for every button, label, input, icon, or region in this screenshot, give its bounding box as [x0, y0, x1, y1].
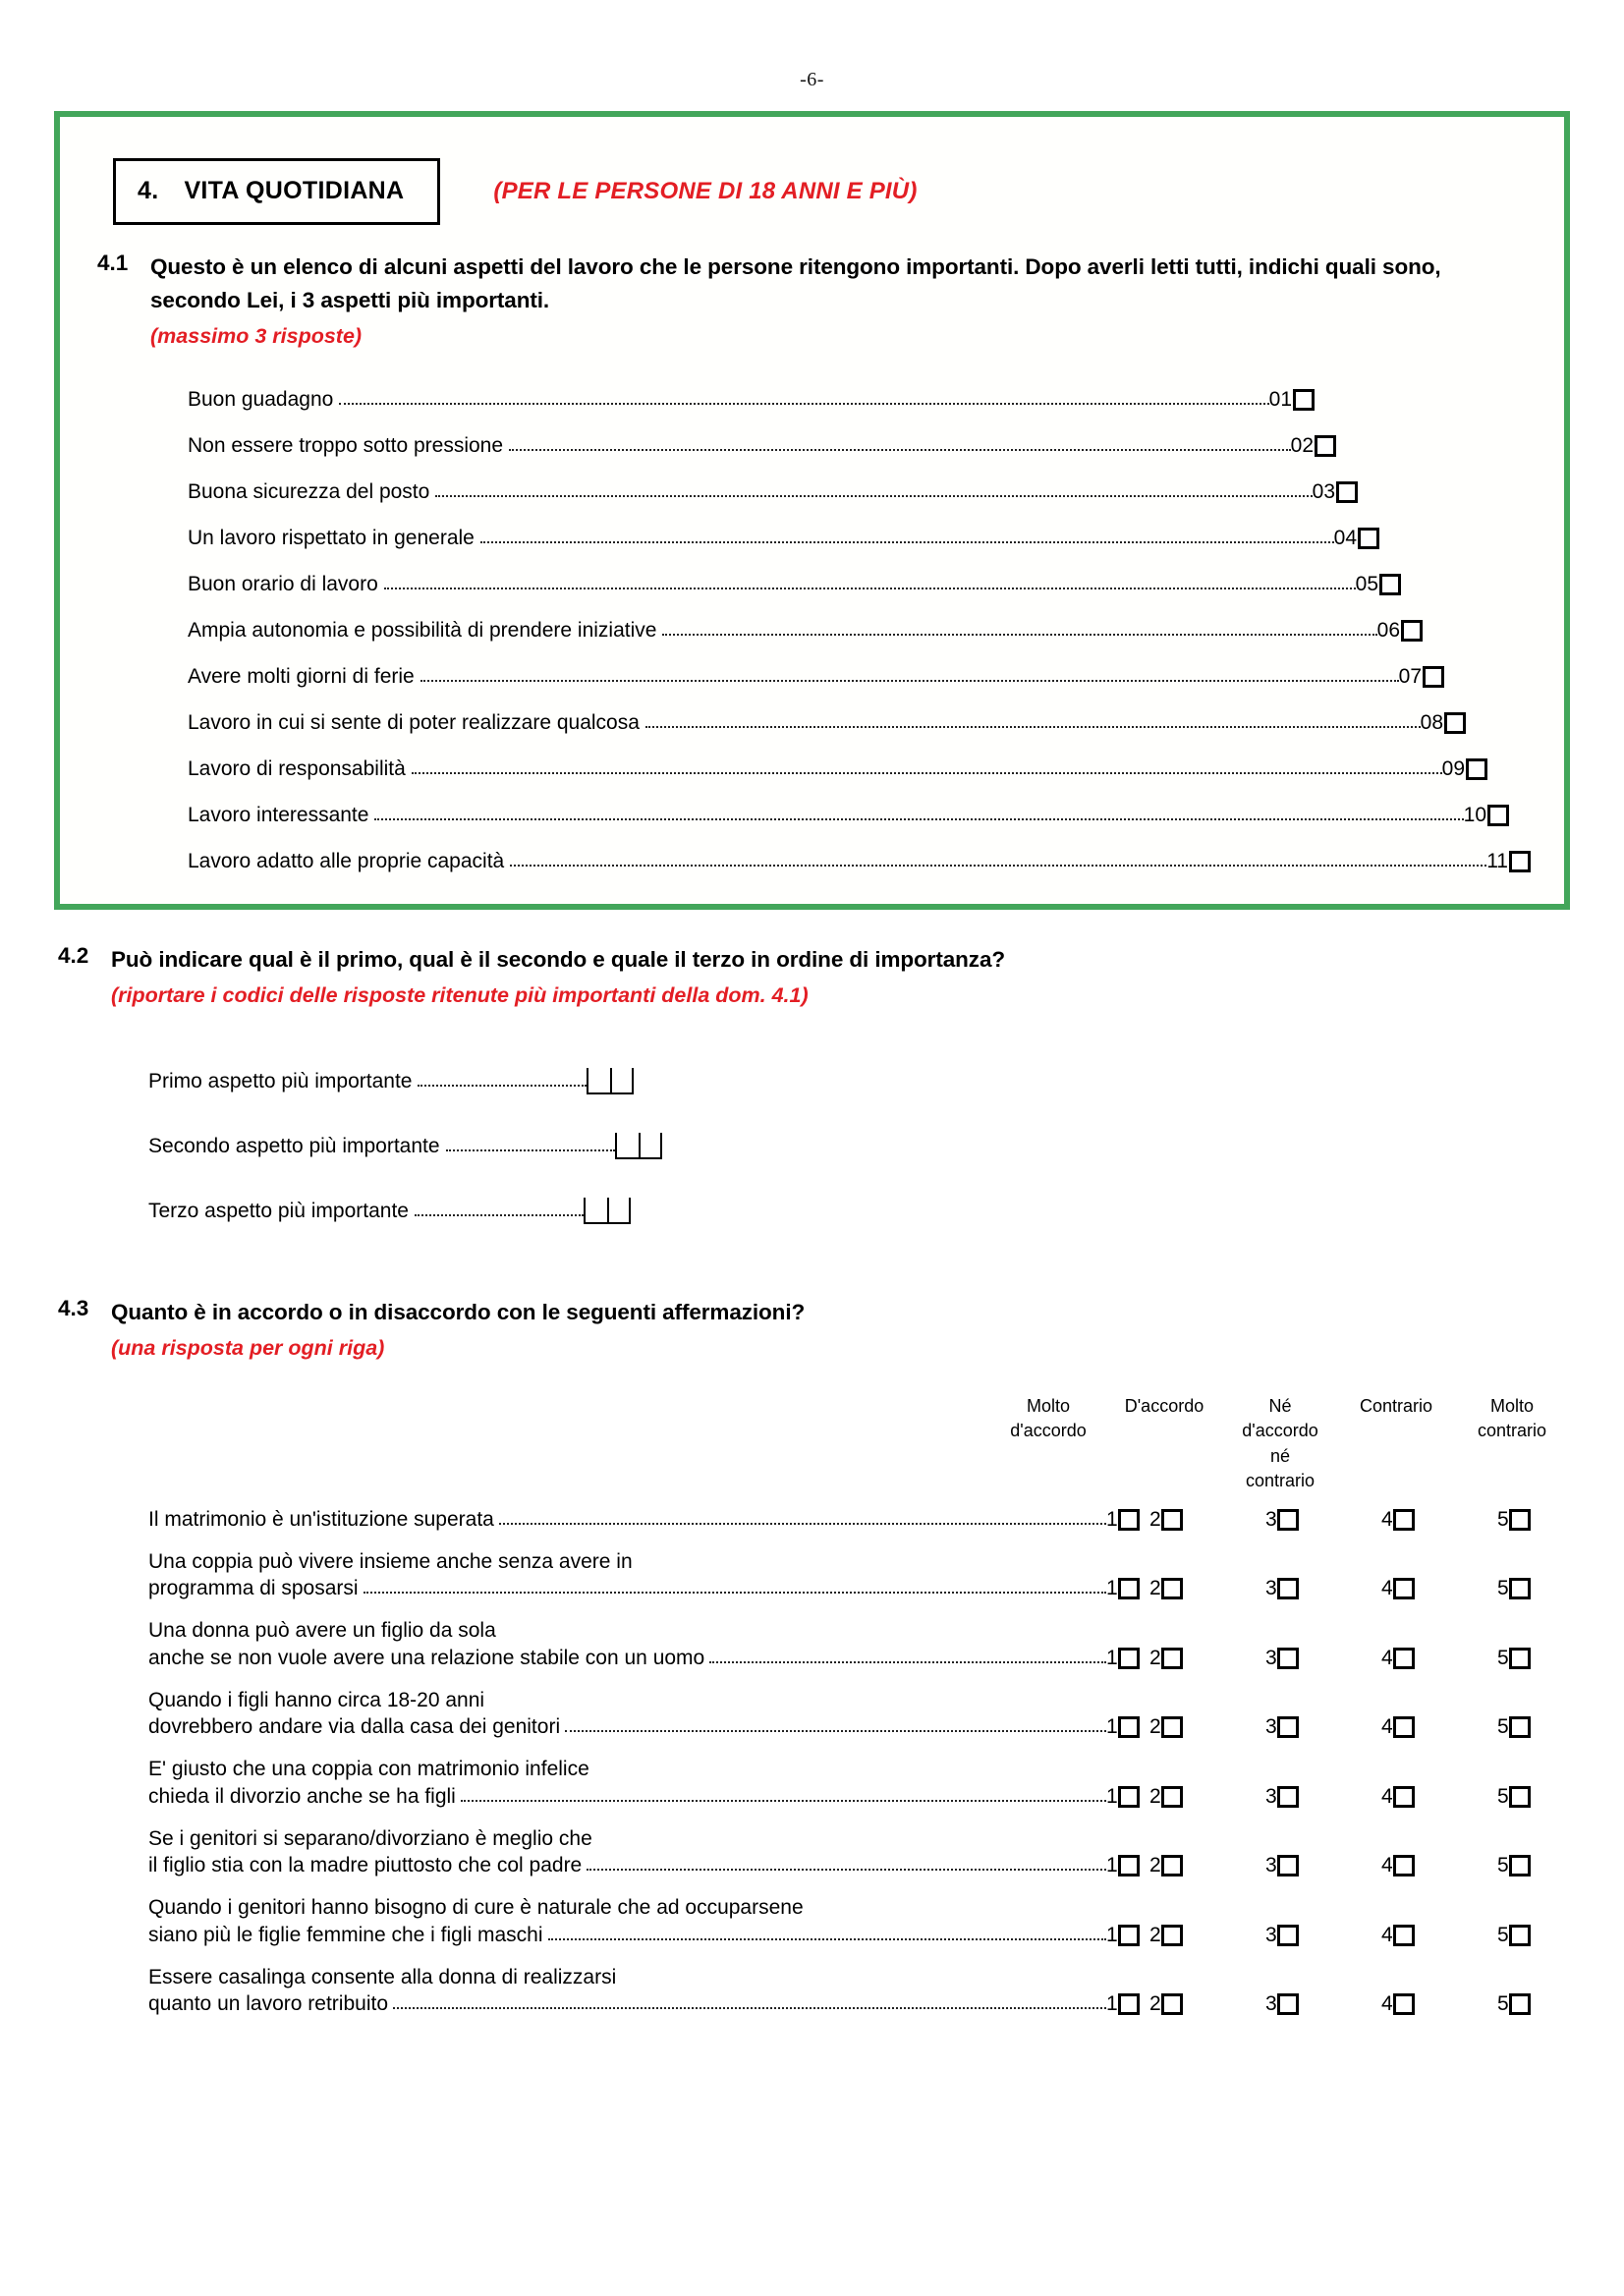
matrix-row [111, 1685, 1570, 1741]
matrix-response-code: 1 [1106, 1577, 1118, 1600]
matrix-response-code: 3 [1265, 1577, 1277, 1600]
matrix-response-code: 5 [1497, 1507, 1509, 1531]
code-entry-box[interactable] [615, 1133, 662, 1159]
question-4-1 [93, 251, 1531, 874]
matrix-response-checkbox[interactable] [1393, 1509, 1415, 1531]
question-4-2-text: Può indicare qual è il primo, qual è il secondo e quale il terzo in ordine di importanza? [111, 946, 1005, 972]
matrix-statement-text: anche se non vuole avere una relazione stabile con un uomo [148, 1646, 705, 1669]
option-row [188, 366, 1531, 413]
matrix-response-checkbox[interactable] [1277, 1648, 1299, 1669]
option-checkbox[interactable] [1315, 435, 1336, 457]
matrix-row [111, 1962, 1570, 2018]
leader-dots [509, 449, 1291, 451]
matrix-response-cells [1106, 1508, 1570, 1533]
option-label: Un lavoro rispettato in generale [188, 526, 475, 549]
option-code: 05 [1355, 572, 1378, 595]
option-checkbox[interactable] [1423, 666, 1444, 688]
option-checkbox[interactable] [1401, 620, 1423, 642]
rank-row [148, 1097, 1570, 1162]
option-label: Lavoro adatto alle proprie capacità [188, 849, 505, 872]
leader-dots [645, 726, 1421, 728]
matrix-response-cell[interactable] [1454, 1992, 1570, 2017]
option-checkbox[interactable] [1358, 528, 1379, 549]
matrix-response-checkbox[interactable] [1393, 1993, 1415, 2015]
leader-dots [364, 1592, 1106, 1594]
matrix-statement-line-2 [148, 1854, 1106, 1878]
option-code: 11 [1486, 849, 1508, 872]
option-checkbox[interactable] [1293, 389, 1315, 411]
rank-row [148, 1033, 1570, 1097]
matrix-response-code: 2 [1149, 1507, 1161, 1531]
matrix-row [111, 1615, 1570, 1671]
rank-row [148, 1162, 1570, 1227]
matrix-response-checkbox[interactable] [1161, 1648, 1183, 1669]
leader-dots [412, 772, 1442, 774]
matrix-response-cell[interactable] [1106, 1577, 1222, 1601]
option-code: 04 [1333, 526, 1357, 549]
option-label: Buon orario di lavoro [188, 572, 378, 595]
matrix-response-code: 1 [1106, 1992, 1118, 2016]
matrix-response-cells [1106, 1577, 1570, 1601]
matrix-response-code: 4 [1381, 1507, 1393, 1531]
matrix-response-code: 4 [1381, 1854, 1393, 1877]
question-4-3-number: 4.3 [58, 1296, 89, 1321]
matrix-statement-line-1: E' giusto che una coppia con matrimonio infelice [148, 1758, 589, 1781]
matrix-response-cells [1106, 1715, 1570, 1740]
matrix-response-cell[interactable] [1222, 1508, 1338, 1533]
matrix-statement-text: siano più le figlie femmine che i figli maschi [148, 1923, 543, 1946]
matrix-statement-text: Il matrimonio è un'istituzione superata [148, 1507, 494, 1531]
matrix-response-code: 5 [1497, 1992, 1509, 2016]
matrix-response-code: 2 [1149, 1992, 1161, 2016]
matrix-response-checkbox[interactable] [1393, 1855, 1415, 1876]
matrix-response-cell[interactable] [1222, 1785, 1338, 1810]
matrix-column-header [1222, 1394, 1338, 1494]
leader-dots [480, 541, 1334, 543]
section-title-box [113, 158, 440, 225]
agreement-matrix-rows [111, 1508, 1570, 2018]
leader-dots [662, 634, 1376, 636]
question-4-3-text: Quanto è in accordo o in disaccordo con le seguenti affermazioni? [111, 1300, 806, 1325]
matrix-statement-line-2 [148, 1924, 1106, 1948]
matrix-response-checkbox[interactable] [1509, 1509, 1531, 1531]
option-checkbox[interactable] [1509, 851, 1531, 872]
matrix-response-checkbox[interactable] [1509, 1925, 1531, 1946]
matrix-response-checkbox[interactable] [1393, 1786, 1415, 1808]
matrix-response-cell[interactable] [1106, 1785, 1222, 1810]
matrix-response-code: 3 [1265, 1646, 1277, 1669]
matrix-response-cell[interactable] [1338, 1854, 1454, 1878]
matrix-response-code: 2 [1149, 1784, 1161, 1808]
matrix-response-code: 3 [1265, 1854, 1277, 1877]
matrix-column-header [1338, 1394, 1454, 1420]
leader-dots [435, 495, 1312, 497]
matrix-response-cells [1106, 1854, 1570, 1878]
matrix-response-code: 5 [1497, 1646, 1509, 1669]
matrix-column-header-line: d'accordo [1242, 1421, 1318, 1441]
matrix-response-checkbox[interactable] [1277, 1855, 1299, 1876]
matrix-statement-line-2 [148, 1715, 1106, 1740]
matrix-response-cell[interactable] [1454, 1508, 1570, 1533]
option-label: Ampia autonomia e possibilità di prendere iniziative [188, 618, 657, 642]
option-checkbox[interactable] [1336, 481, 1358, 503]
option-label: Lavoro interessante [188, 803, 369, 826]
code-entry-cell[interactable] [584, 1198, 607, 1224]
matrix-column-header-line: Molto [1026, 1395, 1070, 1416]
matrix-statement-line-2 [148, 1992, 1106, 2017]
matrix-statement-line-2 [148, 1647, 1106, 1671]
matrix-column-header-line: Contrario [1359, 1395, 1433, 1416]
matrix-statement [148, 1546, 1106, 1602]
matrix-response-checkbox[interactable] [1277, 1993, 1299, 2015]
option-row [188, 459, 1531, 505]
matrix-response-code: 2 [1149, 1715, 1161, 1739]
rank-label: Primo aspetto più importante [148, 1070, 413, 1093]
leader-dots [510, 865, 1486, 867]
matrix-response-cell[interactable] [1222, 1854, 1338, 1878]
matrix-response-checkbox[interactable] [1277, 1716, 1299, 1738]
matrix-statement-text: programma di sposarsi [148, 1577, 359, 1600]
option-code: 02 [1290, 433, 1314, 457]
matrix-response-code: 3 [1265, 1715, 1277, 1739]
matrix-column-header-line: contrario [1477, 1421, 1547, 1441]
option-row [188, 828, 1531, 874]
matrix-response-checkbox[interactable] [1509, 1648, 1531, 1669]
matrix-response-cell[interactable] [1338, 1924, 1454, 1948]
option-checkbox[interactable] [1466, 758, 1487, 780]
leader-dots [420, 680, 1399, 682]
matrix-statement-line-2 [148, 1508, 1106, 1533]
matrix-response-checkbox[interactable] [1277, 1578, 1299, 1599]
matrix-column-header [990, 1394, 1106, 1444]
matrix-response-cell[interactable] [1106, 1924, 1222, 1948]
matrix-response-cell[interactable] [1106, 1647, 1222, 1671]
matrix-statement-text: chieda il divorzio anche se ha figli [148, 1784, 456, 1808]
matrix-response-cell[interactable] [1222, 1924, 1338, 1948]
option-row [188, 597, 1531, 644]
question-4-1-text: Questo è un elenco di alcuni aspetti del lavoro che le persone ritengono importanti. Dopo averli letti tutti, indichi quali sono, secondo Lei, i 3 aspetti più importanti. [150, 254, 1441, 313]
agreement-matrix-header [111, 1394, 1570, 1494]
matrix-response-cell[interactable] [1338, 1647, 1454, 1671]
matrix-response-code: 3 [1265, 1784, 1277, 1808]
option-row [188, 505, 1531, 551]
matrix-response-code: 2 [1149, 1577, 1161, 1600]
code-entry-cell[interactable] [610, 1068, 634, 1094]
question-4-2-hint: (riportare i codici delle risposte ritenute più importanti della dom. 4.1) [111, 982, 809, 1007]
matrix-response-cell[interactable] [1454, 1854, 1570, 1878]
question-4-2 [54, 943, 1570, 1227]
option-row [188, 413, 1531, 459]
section-note: (PER LE PERSONE DI 18 ANNI E PIÙ) [493, 178, 918, 204]
section-number: 4. [138, 177, 159, 204]
matrix-response-checkbox[interactable] [1277, 1509, 1299, 1531]
matrix-response-cell[interactable] [1454, 1785, 1570, 1810]
matrix-response-code: 2 [1149, 1646, 1161, 1669]
matrix-response-cells [1106, 1647, 1570, 1671]
matrix-response-code: 1 [1106, 1715, 1118, 1739]
matrix-response-code: 2 [1149, 1854, 1161, 1877]
matrix-response-cell[interactable] [1106, 1992, 1222, 2017]
matrix-response-checkbox[interactable] [1509, 1993, 1531, 2015]
leader-dots [565, 1730, 1106, 1732]
matrix-row [111, 1546, 1570, 1602]
option-row [188, 690, 1531, 736]
question-4-3 [54, 1296, 1570, 2017]
option-label: Buona sicurezza del posto [188, 479, 430, 503]
matrix-row [111, 1823, 1570, 1879]
matrix-statement [148, 1892, 1106, 1948]
code-entry-cell[interactable] [639, 1133, 662, 1159]
matrix-statement-line-2 [148, 1577, 1106, 1601]
matrix-response-cell[interactable] [1106, 1508, 1222, 1533]
matrix-response-checkbox[interactable] [1161, 1855, 1183, 1876]
option-row [188, 782, 1531, 828]
matrix-response-code: 5 [1497, 1854, 1509, 1877]
matrix-response-checkbox[interactable] [1161, 1716, 1183, 1738]
matrix-response-code: 1 [1106, 1923, 1118, 1946]
matrix-statement [148, 1685, 1106, 1741]
matrix-response-cell[interactable] [1338, 1577, 1454, 1601]
matrix-response-checkbox[interactable] [1161, 1578, 1183, 1599]
matrix-response-code: 4 [1381, 1992, 1393, 2016]
matrix-response-code: 3 [1265, 1992, 1277, 2016]
matrix-response-checkbox[interactable] [1161, 1925, 1183, 1946]
question-4-1-option-list [150, 366, 1531, 874]
rank-label: Secondo aspetto più importante [148, 1135, 440, 1158]
matrix-column-header-line: contrario [1245, 1471, 1316, 1491]
matrix-response-checkbox[interactable] [1393, 1716, 1415, 1738]
matrix-statement [148, 1615, 1106, 1671]
option-label: Avere molti giorni di ferie [188, 664, 415, 688]
matrix-response-cell[interactable] [1338, 1508, 1454, 1533]
matrix-response-code: 2 [1149, 1923, 1161, 1946]
option-code: 07 [1398, 664, 1422, 688]
matrix-response-cell[interactable] [1454, 1924, 1570, 1948]
leader-dots [499, 1523, 1106, 1525]
matrix-statement [148, 1823, 1106, 1879]
matrix-response-checkbox[interactable] [1509, 1578, 1531, 1599]
leader-dots [415, 1214, 584, 1216]
code-entry-box[interactable] [584, 1198, 631, 1224]
section-green-box [54, 111, 1570, 910]
matrix-statement-line-1: Essere casalinga consente alla donna di realizzarsi [148, 1965, 617, 1988]
matrix-response-checkbox[interactable] [1277, 1925, 1299, 1946]
matrix-statement [148, 1508, 1106, 1533]
matrix-response-code: 1 [1106, 1854, 1118, 1877]
matrix-column-header [1454, 1394, 1570, 1444]
agreement-matrix [111, 1394, 1570, 2018]
leader-dots [461, 1800, 1106, 1802]
matrix-response-cell[interactable] [1222, 1715, 1338, 1740]
matrix-column-header [1106, 1394, 1222, 1420]
matrix-statement-text: il figlio stia con la madre piuttosto che col padre [148, 1854, 583, 1877]
option-checkbox[interactable] [1379, 574, 1401, 595]
code-entry-box[interactable] [587, 1068, 634, 1094]
option-checkbox[interactable] [1444, 712, 1466, 734]
code-entry-cell[interactable] [607, 1198, 631, 1224]
matrix-response-code: 4 [1381, 1715, 1393, 1739]
option-row [188, 736, 1531, 782]
matrix-response-cell[interactable] [1338, 1715, 1454, 1740]
matrix-response-checkbox[interactable] [1161, 1786, 1183, 1808]
matrix-response-code: 3 [1265, 1923, 1277, 1946]
leader-dots [374, 818, 1463, 820]
option-code: 10 [1463, 803, 1486, 826]
matrix-response-checkbox[interactable] [1161, 1993, 1183, 2015]
matrix-response-code: 1 [1106, 1507, 1118, 1531]
matrix-response-checkbox[interactable] [1393, 1925, 1415, 1946]
section-title: VITA QUOTIDIANA [184, 177, 405, 204]
matrix-row [111, 1508, 1570, 1533]
option-code: 08 [1420, 710, 1443, 734]
matrix-response-cells [1106, 1785, 1570, 1810]
question-4-1-number: 4.1 [97, 251, 129, 275]
leader-dots [418, 1085, 587, 1087]
matrix-column-header-line: Molto [1489, 1395, 1534, 1416]
matrix-statement-line-1: Una coppia può vivere insieme anche senza avere in [148, 1549, 633, 1573]
matrix-response-cell[interactable] [1222, 1992, 1338, 2017]
matrix-response-code: 3 [1265, 1507, 1277, 1531]
matrix-response-cell[interactable] [1338, 1785, 1454, 1810]
matrix-statement [148, 1754, 1106, 1810]
option-code: 09 [1441, 756, 1465, 780]
matrix-response-checkbox[interactable] [1509, 1855, 1531, 1876]
matrix-response-checkbox[interactable] [1393, 1578, 1415, 1599]
matrix-row [111, 1754, 1570, 1810]
matrix-response-cell[interactable] [1222, 1577, 1338, 1601]
matrix-response-cell[interactable] [1106, 1854, 1222, 1878]
page-number: -6- [800, 69, 824, 90]
matrix-statement-line-1: Una donna può avere un figlio da sola [148, 1619, 496, 1643]
leader-dots [587, 1869, 1106, 1871]
option-label: Buon guadagno [188, 387, 334, 411]
leader-dots [339, 403, 1268, 405]
option-row [188, 644, 1531, 690]
matrix-response-code: 1 [1106, 1646, 1118, 1669]
matrix-response-code: 4 [1381, 1923, 1393, 1946]
matrix-statement-line-1: Quando i genitori hanno bisogno di cure è naturale che ad occuparsene [148, 1896, 804, 1920]
matrix-response-checkbox[interactable] [1509, 1716, 1531, 1738]
matrix-response-cell[interactable] [1454, 1647, 1570, 1671]
matrix-response-checkbox[interactable] [1393, 1648, 1415, 1669]
option-checkbox[interactable] [1487, 805, 1509, 826]
matrix-response-cell[interactable] [1106, 1715, 1222, 1740]
matrix-response-checkbox[interactable] [1509, 1786, 1531, 1808]
matrix-response-code: 4 [1381, 1784, 1393, 1808]
leader-dots [709, 1661, 1106, 1663]
leader-dots [446, 1149, 615, 1151]
leader-dots [384, 588, 1356, 589]
matrix-column-header-line: né [1269, 1445, 1291, 1466]
question-4-2-row-list [111, 1033, 1570, 1227]
matrix-response-checkbox[interactable] [1277, 1786, 1299, 1808]
option-label: Lavoro di responsabilità [188, 756, 406, 780]
matrix-statement-line-2 [148, 1785, 1106, 1810]
matrix-column-header-line: Né [1268, 1395, 1292, 1416]
matrix-statement-line-1: Quando i figli hanno circa 18-20 anni [148, 1688, 485, 1711]
matrix-response-cell[interactable] [1338, 1992, 1454, 2017]
question-4-3-hint: (una risposta per ogni riga) [111, 1336, 385, 1361]
matrix-response-code: 1 [1106, 1784, 1118, 1808]
matrix-response-code: 5 [1497, 1923, 1509, 1946]
code-entry-cell[interactable] [615, 1133, 639, 1159]
matrix-statement-line-1: Se i genitori si separano/divorziano è meglio che [148, 1826, 592, 1850]
leader-dots [393, 2007, 1106, 2009]
matrix-response-code: 4 [1381, 1577, 1393, 1600]
question-4-1-hint: (massimo 3 risposte) [150, 324, 363, 349]
matrix-response-cells [1106, 1924, 1570, 1948]
leader-dots [548, 1938, 1106, 1940]
rank-label: Terzo aspetto più importante [148, 1200, 409, 1223]
matrix-column-header-line: d'accordo [1010, 1421, 1087, 1441]
matrix-response-code: 5 [1497, 1715, 1509, 1739]
matrix-response-cell[interactable] [1454, 1715, 1570, 1740]
matrix-statement [148, 1962, 1106, 2018]
question-4-2-number: 4.2 [58, 942, 89, 968]
matrix-statement-text: quanto un lavoro retribuito [148, 1992, 388, 2016]
matrix-row [111, 1892, 1570, 1948]
matrix-response-code: 4 [1381, 1646, 1393, 1669]
code-entry-cell[interactable] [587, 1068, 610, 1094]
matrix-response-code: 5 [1497, 1577, 1509, 1600]
matrix-response-cell[interactable] [1222, 1647, 1338, 1671]
matrix-response-cells [1106, 1992, 1570, 2017]
option-code: 06 [1376, 618, 1400, 642]
matrix-response-checkbox[interactable] [1161, 1509, 1183, 1531]
option-row [188, 551, 1531, 597]
matrix-statement-text: dovrebbero andare via dalla casa dei genitori [148, 1715, 561, 1739]
matrix-column-header-line: D'accordo [1124, 1395, 1204, 1416]
option-code: 03 [1312, 479, 1335, 503]
option-label: Non essere troppo sotto pressione [188, 433, 504, 457]
option-label: Lavoro in cui si sente di poter realizzare qualcosa [188, 710, 640, 734]
matrix-response-code: 5 [1497, 1784, 1509, 1808]
matrix-response-cell[interactable] [1454, 1577, 1570, 1601]
section-header [113, 158, 1531, 225]
option-code: 01 [1268, 387, 1292, 411]
